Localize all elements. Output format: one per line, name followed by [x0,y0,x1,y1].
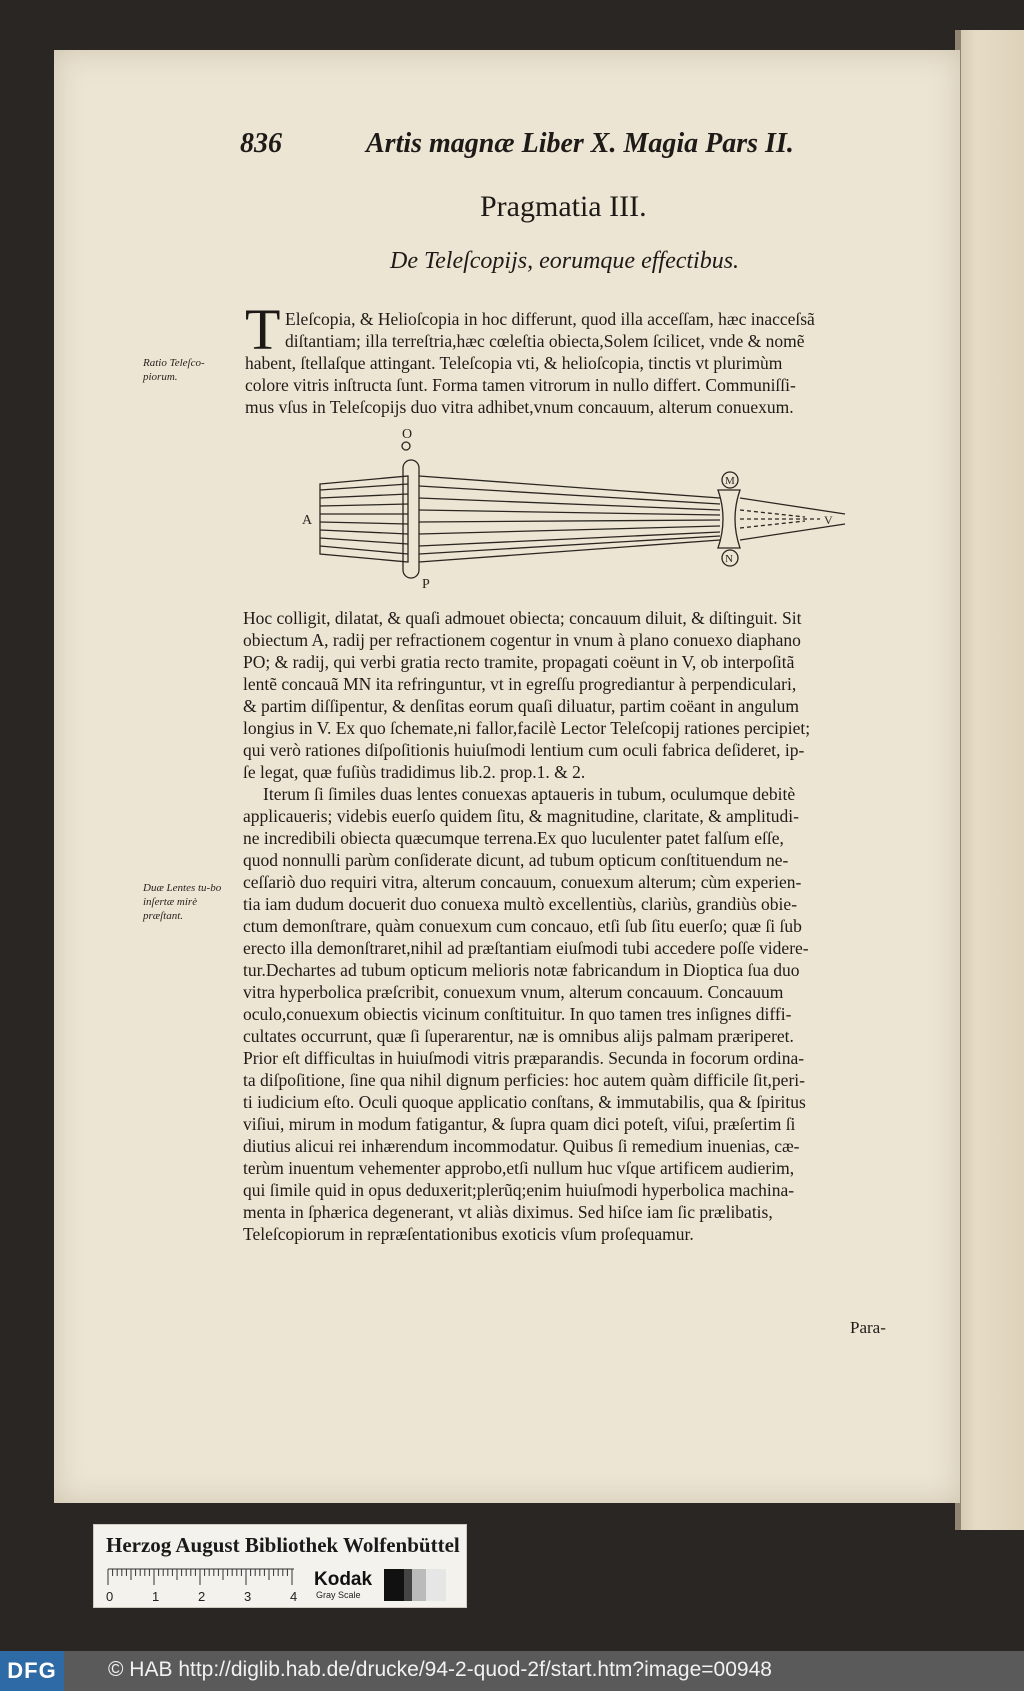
dfg-logo: DFG [0,1651,64,1691]
facing-page-edge [955,30,1024,1530]
text-line: habent, ſtellaſque attingant. Teleſcopia vti, & helioſcopia, tinctis vt plurimùm [245,353,783,373]
text-line: oculo,conuexum obiectis vicinum conſtituitur. In quo tamen tres inſignes diffi- [243,1004,792,1024]
text-line: ctum demonſtrare, quàm conuexum cum concauo, etſi ſub ſitu euerſo; quæ ſi ſub [243,916,802,936]
text-line: ſe legat, quæ fuſiùs tradidimus lib.2. prop.1. & 2. [243,762,586,782]
diagram-label-o: O [402,427,413,442]
text-line: mus vſus in Teleſcopijs duo vitra adhibet,vnum concauum, alterum conuexum. [245,397,794,417]
kodak-subtitle: Gray Scale [316,1590,361,1600]
text-line: PO; & radij, qui verbi gratia recto tramite, propagati coëunt in V, ob interpoſitã [243,652,795,672]
text-line: diutius alicui rei inhærendum incommodatur. Quibus ſi remedium inuenias, cæ- [243,1136,800,1156]
paragraph-3 [243,783,913,1245]
margin-note: Duæ Lentes tu-bo inſertæ mirè præſtant. [143,882,222,922]
diagram-label-a: A [302,513,313,528]
kodak-logo: Kodak [314,1569,373,1590]
text-line: obiectum A, radij per refractionem cogentur in vnum à plano conuexo diaphano [243,630,801,650]
text-line: Teleſcopiorum in repræſentationibus exoticis vſum proſequamur. [243,1224,694,1244]
library-color-bar [93,1524,467,1608]
text-line: qui verò rationes diſpoſitionis huiuſmodi lentium cum oculi fabrica deſideret, ip- [243,740,805,760]
diagram-label-m: M [725,475,735,487]
text-line: colore vitris inſtructa ſunt. Forma tamen vitrorum in nullo differt. Communiſſi- [245,375,796,395]
text-line: qui ſimile quid in opus deduxerit;plerũq;enim huiuſmodi hyperbolica machina- [243,1180,795,1200]
text-line: lentẽ concauã MN ita refringuntur, vt in egreſſu progrediantur à perpendiculari, [243,674,797,694]
ruler-number: 0 [106,1589,114,1604]
ruler-number: 3 [244,1589,252,1604]
paragraph-2 [243,607,913,783]
text-line: erecto illa demonſtraret,nihil ad præſtantiam eiuſmodi tubi accedere poſſe videre- [243,938,809,958]
text-line: Eleſcopia, & Helioſcopia in hoc differunt, quod illa acceſſam, hæc inacceſsã [285,309,815,329]
text-line: tia iam dudum docuerit duo conuexa multò excellentiùs, clariùs, grandiùs obie- [243,894,798,914]
ruler-number: 4 [290,1589,298,1604]
text-line: terùm inuentum vehementer approbo,etſi nullum huc vſque artificem audierim, [243,1158,795,1178]
margin-note: Ratio Teleſco-piorum. [143,357,205,383]
text-line: diſtantiam; illa terreſtria,hæc cœleſtia obiecta,Solem ſcilicet, vnde & nomẽ [285,331,805,351]
text-line: Prior eſt difficultas in huiuſmodi vitris præparandis. Secunda in focorum ordina- [243,1048,805,1068]
text-line: tur.Dechartes ad tubum opticum melioris notæ fabricandum in Dioptica ſua duo [243,960,800,980]
diagram-label-p: P [422,577,430,592]
ruler-scale [104,1567,304,1605]
text-line: cultates occurrunt, quæ ſi ſuperarentur, næ is omnibus alijs palmam præriperet. [243,1026,794,1046]
credit-link[interactable]: © HAB http://diglib.hab.de/drucke/94-2-quod-2f/start.htm?image=00948 [108,1658,772,1681]
text-line: menta in ſphærica degenerant, vt aliàs diximus. Sed hiſce iam ſic prælibatis, [243,1202,773,1222]
diagram-label-v: V [824,513,833,527]
text-line: ti iudicium eſto. Oculi quoque applicatio conſtans, & immutabilis, qua & ſpiritus [243,1092,806,1112]
text-line: vitra hyperbolica præſcribit, conuexum vnum, alterum concauum. Concauum [243,982,784,1002]
chapter-subtitle: De Teleſcopijs, eorumque effectibus. [390,248,740,274]
footer-bar [0,1651,1024,1691]
ruler-number: 2 [198,1589,206,1604]
text-line: ne incredibili obiecta quæcumque terrena.Ex quo luculenter patet falſum eſſe, [243,828,784,848]
text-line: applicaueris; videbis euerſo quidem ſitu, & magnitudine, claritate, & amplitudi- [243,806,799,826]
catchword: Para- [850,1318,886,1337]
text-line: & partim diſſipentur, & denſitas eorum quaſi diluatur, partim coëant in angulum [243,696,800,716]
text-line: quod nonnulli parùm conſiderate dicunt, ad tubum opticum conſtituendum ne- [243,850,789,870]
text-line: Iterum ſi ſimiles duas lentes conuexas aptaueris in tubum, oculumque debitè [263,784,796,804]
text-line: ceſſariò duo requiri vitra, alterum concauum, conuexum alterum; cùm experien- [243,872,802,892]
text-line: viſiui, mirum in modum fatigantur, & ſupra quam dici poteſt, viſui, præſertim ſi [243,1114,796,1134]
text-line: ta diſpoſitione, ſine qua nihil dignum perficies: hoc autem quàm difficile ſit,peri- [243,1070,805,1090]
paragraph-1 [245,308,915,418]
telescope-diagram [300,427,860,600]
gray-scale-patches [384,1569,454,1601]
drop-cap: T [245,297,281,362]
diagram-label-n: N [725,553,733,565]
library-name: Herzog August Bibliothek Wolfenbüttel [106,1533,460,1557]
running-head [240,128,800,164]
running-title: Artis magnæ Liber X. Magia Pars II. [366,128,794,159]
text-line: longius in V. Ex quo ſchemate,ni fallor,facilè Lector Teleſcopij rationes percipiet; [243,718,811,738]
chapter-title: Pragmatia III. [480,190,647,223]
ruler-number: 1 [152,1589,160,1604]
text-line: Hoc colligit, dilatat, & quaſi admouet obiecta; concauum diluit, & diſtinguit. Sit [243,608,802,628]
page-number: 836 [240,128,282,159]
